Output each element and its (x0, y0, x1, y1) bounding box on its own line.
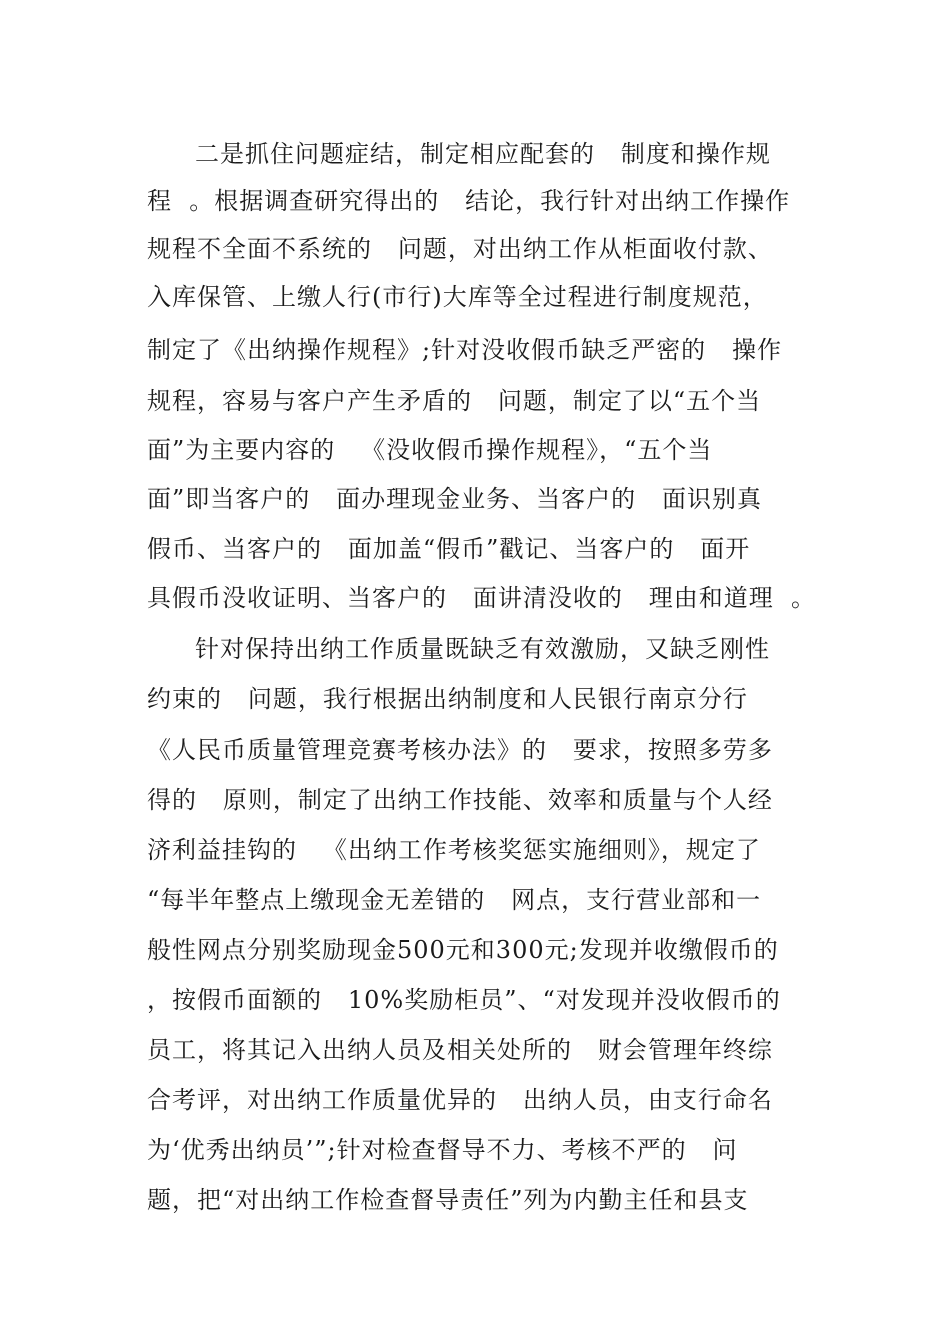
paragraph-line: ，按假币面额的 10%奖励柜员”、“对发现并没收假币的 (147, 986, 781, 1014)
paragraph-line: 得的 原则，制定了出纳工作技能、效率和质量与个人经 (147, 786, 773, 814)
paragraph-line: 面”即当客户的 面办理现金业务、当客户的 面识别真 (147, 485, 763, 513)
paragraph-line: 约束的 问题，我行根据出纳制度和人民银行南京分行 (147, 685, 748, 713)
paragraph-line: 题，把“对出纳工作检查督导责任”列为内勤主任和县支 (147, 1186, 749, 1214)
paragraph-line: 入库保管、上缴人行(市行)大库等全过程进行制度规范， (147, 283, 768, 311)
paragraph-line: 为‘优秀出纳员’”;针对检查督导不力、考核不严的 问 (147, 1136, 738, 1164)
paragraph-line: 二是抓住问题症结，制定相应配套的 制度和操作规 (195, 140, 771, 168)
paragraph-line: 济利益挂钩的 《出纳工作考核奖惩实施细则》，规定了 (147, 836, 761, 864)
paragraph-line: 假币、当客户的 面加盖“假币”戳记、当客户的 面开 (147, 535, 751, 563)
paragraph-line: 面”为主要内容的 《没收假币操作规程》，“五个当 (147, 436, 713, 464)
paragraph-line: 具假币没收证明、当客户的 面讲清没收的 理由和道理 。 (147, 584, 817, 612)
paragraph-line: 程 。根据调查研究得出的 结论，我行针对出纳工作操作 (147, 187, 791, 215)
paragraph-line: 针对保持出纳工作质量既缺乏有效激励，又缺乏刚性 (195, 635, 770, 663)
paragraph-line: 般性网点分别奖励现金500元和300元;发现并收缴假币的 (147, 936, 779, 964)
paragraph-line: 员工，将其记入出纳人员及相关处所的 财会管理年终综 (147, 1036, 773, 1064)
paragraph-line: 制定了《出纳操作规程》;针对没收假币缺乏严密的 操作 (147, 336, 782, 364)
paragraph-line: 规程，容易与客户产生矛盾的 问题，制定了以“五个当 (147, 387, 762, 415)
paragraph-line: 合考评，对出纳工作质量优异的 出纳人员，由支行命名 (147, 1086, 773, 1114)
paragraph-line: 《人民币质量管理竞赛考核办法》的 要求，按照多劳多 (147, 736, 773, 764)
paragraph-line: 规程不全面不系统的 问题，对出纳工作从柜面收付款、 (147, 235, 773, 263)
paragraph-line: “每半年整点上缴现金无差错的 网点，支行营业部和一 (147, 886, 762, 914)
